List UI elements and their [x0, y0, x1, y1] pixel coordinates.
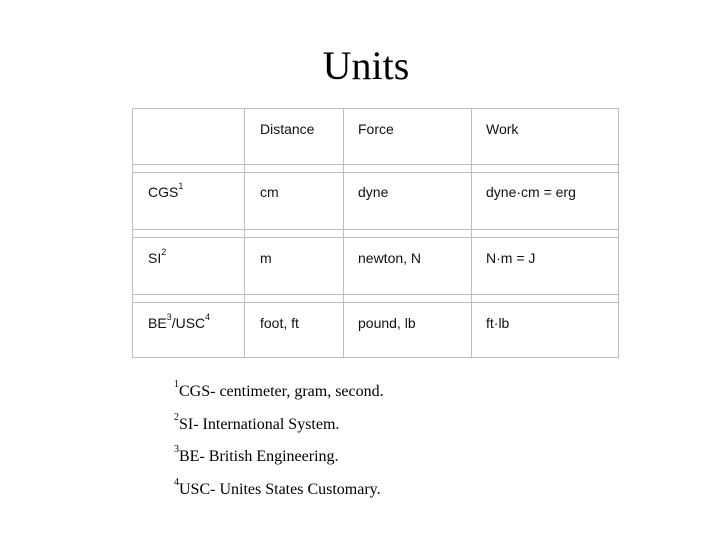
row-system-cgs: CGS$^1$: [148, 181, 184, 200]
header-work: Work: [486, 121, 519, 137]
table-divider: [132, 302, 619, 303]
row-force-be-usc: pound, lb: [358, 315, 416, 331]
table-divider: [132, 164, 619, 165]
units-table: [132, 108, 619, 358]
footnote-be: $^3$BE- British Engineering.: [174, 444, 339, 466]
row-system-be-usc: $BE^3/USC^4$: [148, 312, 211, 331]
table-divider: [132, 172, 619, 173]
table-divider: [132, 237, 619, 238]
table-divider: [132, 229, 619, 230]
row-force-cgs: dyne: [358, 184, 389, 200]
table-border-top: [132, 108, 619, 109]
header-distance: Distance: [260, 121, 315, 137]
row-distance-be-usc: foot, ft: [260, 315, 299, 331]
row-distance-si: m: [260, 250, 272, 266]
row-work-cgs: dyne·cm = erg: [486, 184, 576, 200]
table-border-left: [132, 108, 133, 358]
row-distance-cgs: cm: [260, 184, 279, 200]
table-border-right: [618, 108, 619, 358]
table-divider: [132, 294, 619, 295]
row-force-si: newton, N: [358, 250, 422, 266]
table-col-divider: [471, 108, 472, 358]
footnote-usc: $^4$USC- Unites States Customary.: [174, 476, 381, 498]
footnote-cgs: $^1$CGS- centimeter, gram, second.: [174, 379, 384, 400]
table-col-divider: [343, 108, 344, 358]
table-border-bottom: [132, 357, 619, 358]
header-force: Force: [358, 121, 394, 137]
row-system-si: $SI^2$: [148, 247, 167, 266]
footnote-si: $^2$SI- International System.: [174, 411, 340, 433]
row-work-be-usc: ft·lb: [486, 315, 510, 331]
table-col-divider: [244, 108, 245, 358]
slide-title: Units: [322, 43, 410, 88]
row-work-si: N·m = J: [486, 250, 536, 266]
footnotes: [174, 379, 384, 513]
